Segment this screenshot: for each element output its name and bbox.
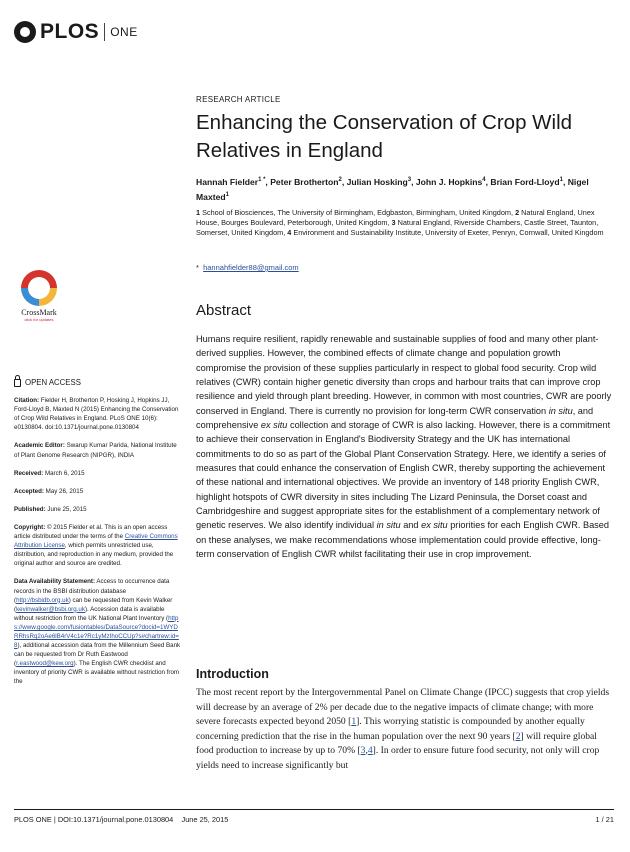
accepted-value: May 26, 2015 [43,487,84,495]
affiliation-text: Environment and Sustainability Institute, University of Exeter, Penryn, Cornwall, United Kingdom [293,228,604,238]
author-list [196,174,616,205]
affiliation-number: 4 [287,228,292,238]
affiliations [196,208,616,239]
reference-link[interactable]: 1 [351,716,357,727]
affiliation-number: 3 [391,218,396,228]
crossmark-badge[interactable] [14,270,64,322]
citation [14,396,182,432]
received-value: March 6, 2015 [43,469,85,477]
author-affiliation-marker: 2 [338,177,342,183]
intro-text-part: ]. In order to ensure future food security, not only will crop yields need to increase significantly but [196,745,600,771]
journal-logo[interactable] [14,20,138,44]
abstract-text-part: collection and storage of CWR is also lacking. However, there is a commitment to achieve their conservation in England's Biodiversity Strategy and the UK has international commitments to do so as part of the Global Plant Conservation Strategy. Here, we identify a series of measures that could enhance the conservation of English CWR, thereby supporting the achievement of these national and international objectives. We provide an inventory of 148 priority English CWR, highlight hotspots of CWR diversity in sites including The Lizard Peninsula, the Dorset coast and Cambridgeshire and suggest appropriate sites for the establishment of a complementary network of genetic reserves. We also identify individual [196,420,611,531]
intro-text-part: ]. This worrying statistic is compounded by another equally concerning prediction that the rise in the human population over the next 90 years [ [196,716,585,742]
affiliation-text: Natural England, Riverside Chambers, Castle Street, Taunton, Somerset, United Kingdom, [196,218,599,238]
abstract-text-part: Humans require resilient, rapidly renewable and sustainable supplies of food and many other plant-derived supplies. However, the combined effects of climate change and population growth compromise the provision of these supplies particularly in respect to global food security. Crop wild relatives (CWR) contain higher genetic diversity than crops and harbour traits that can improve crop resilience and yield through plant breeding. However, in common with most countries, CWR are poorly conserved in England. There is currently no provision for long-term CWR conservation [196,334,612,416]
abstract-text-part: priorities for each English CWR. Based on these analyses, we make recommendations whose implementation could provide effective, long-term conservation of English CWR whilst facilitating their use in crop improvement. [196,520,609,560]
open-access-badge [14,378,182,387]
accepted-date [14,487,182,496]
copyright-label: Copyright: [14,523,46,531]
abstract-text-part: and [400,520,422,531]
received-label: Received: [14,469,44,477]
abstract-body [196,332,613,562]
author-separator: , [411,176,416,187]
accepted-label: Accepted: [14,487,44,495]
author-name: Nigel Maxted [196,176,589,203]
introduction-body [196,686,614,773]
data-availability-text: Access to occurrence data records in the BSBI distribution database ( [14,578,170,604]
brand-name: PLOS [40,20,100,43]
copyright [14,523,182,568]
article-type: RESEARCH ARTICLE [196,95,281,104]
open-access-label: OPEN ACCESS [25,378,81,387]
abstract-italic: in situ [376,520,401,531]
author-separator: , [341,176,347,187]
author-separator: , [485,176,491,187]
affiliation-text: Natural England, Unex House, Bourges Boulevard, Peterborough, United Kingdom, [196,208,595,228]
footer-citation: PLOS ONE | DOI:10.1371/journal.pone.0130804 June 25, 2015 [14,815,229,824]
author-affiliation-marker: 1 * [258,177,266,183]
data-availability-text: ). The English CWR checklist and inventory of priority CWR is available without restriction from the [14,660,180,686]
academic-editor [14,441,182,459]
affiliation-number: 2 [515,208,520,217]
author-separator: , [562,176,568,187]
eastwood-email-link[interactable]: r.eastwood@kew.org [16,660,74,668]
received-date [14,469,182,478]
data-availability-text: ) can be requested from Kevin Walker ( [14,596,173,613]
crossmark-sublabel: click for updates [24,317,54,322]
page-number: 1 / 21 [595,815,614,824]
author-name: Hannah Fielder [196,176,259,187]
abstract-italic: ex situ [260,420,288,431]
abstract-heading: Abstract [196,302,252,319]
open-lock-icon [14,379,21,387]
author-separator: , [265,176,271,187]
citation-text: Fielder H, Brotherton P, Hosking J, Hopkins JJ, Ford-Lloyd B, Maxted N (2015) Enhancing the Conservation of Crop Wild Relatives in England. PLoS ONE 10(6): e0130804. doi:10.1371/journal.pone.0130804 [14,397,179,432]
journal-name: ONE [110,25,138,39]
data-availability-label: Data Availability Statement: [14,578,96,586]
intro-text-part: , [365,745,368,756]
author-name: Peter Brotherton [270,176,339,187]
fusiontables-link[interactable]: https://www.google.com/fusiontables/DataSource?docid=1WYDRRhsRq2oAe6lB4rV4c1e?Rc1yMzIhoCCUp?s#chartrew:id=8 [14,614,179,650]
published-value: June 25, 2015 [45,505,87,513]
copyright-text: , which permits unrestricted use, distribution, and reproduction in any medium, provided the original author and source are credited. [14,542,174,568]
author-affiliation-marker: 1 [559,177,563,183]
data-availability-text: ), additional accession data from the Millennium Seed Bank can be requested from Dr Ruth Eastwood ( [14,642,181,668]
abstract-italic: ex situ [421,520,448,531]
data-availability-text: ). Accession data is available without restriction from the UK National Plant Inventory ( [14,605,169,622]
author-name: Julian Hosking [346,176,408,187]
citation-label: Citation: [14,397,40,405]
author-affiliation-marker: 4 [482,177,486,183]
license-link[interactable]: Creative Commons Attribution License [14,533,178,550]
reference-link[interactable]: 4 [367,745,373,756]
reference-link[interactable]: 2 [515,730,521,742]
author-affiliation-marker: 3 [407,177,412,183]
author-affiliation-marker: 1 [225,192,229,199]
abstract-italic: in situ [548,405,573,416]
author-name: Brian Ford-Lloyd [490,176,560,187]
editor-text: Swarup Kumar Parida, National Institute of Plant Genome Research (NIPGR), INDIA [14,442,177,459]
reference-link[interactable]: 3 [360,745,366,756]
editor-label: Academic Editor: [14,442,65,450]
affiliation-text: School of Biosciences, The University of Birmingham, Edgbaston, Birmingham, United Kingdom, [202,208,516,217]
introduction-heading: Introduction [196,667,269,681]
abstract-text-part: , and comprehensive [196,405,594,431]
article-info-sidebar [14,378,182,696]
plos-logo-icon [14,21,36,43]
published-date [14,505,182,514]
email-link[interactable]: hannahfielder88@gmail.com [203,263,299,272]
copyright-text: © 2015 Fielder et al. This is an open access article distributed under the terms of the [14,523,168,541]
crossmark-label: CrossMark [21,308,57,317]
walker-email-link[interactable]: kevinwalker@bsbi.org.uk [16,605,85,613]
intro-text-part: ] will require global food production to increase by up to 70% [ [196,730,597,756]
footer-divider [14,809,614,810]
affiliation-number: 1 [196,208,201,217]
correspondence [196,263,299,272]
correspondence-marker: * [196,263,199,272]
author-name: John J. Hopkins [415,176,483,187]
bsbi-link[interactable]: http://bsbidb.org.uk [16,596,69,604]
data-availability [14,577,182,686]
published-label: Published: [14,505,46,513]
crossmark-icon [21,270,57,306]
logo-divider [104,23,105,41]
intro-text-part: The most recent report by the Intergovernmental Panel on Climate Change (IPCC) suggests that crop yields will decrease by an average of 2% per decade due to the negative impacts of climate change; with more severe forecasts expected beyond 2050 [ [196,687,610,727]
article-title: Enhancing the Conservation of Crop Wild Relatives in England [196,111,573,162]
